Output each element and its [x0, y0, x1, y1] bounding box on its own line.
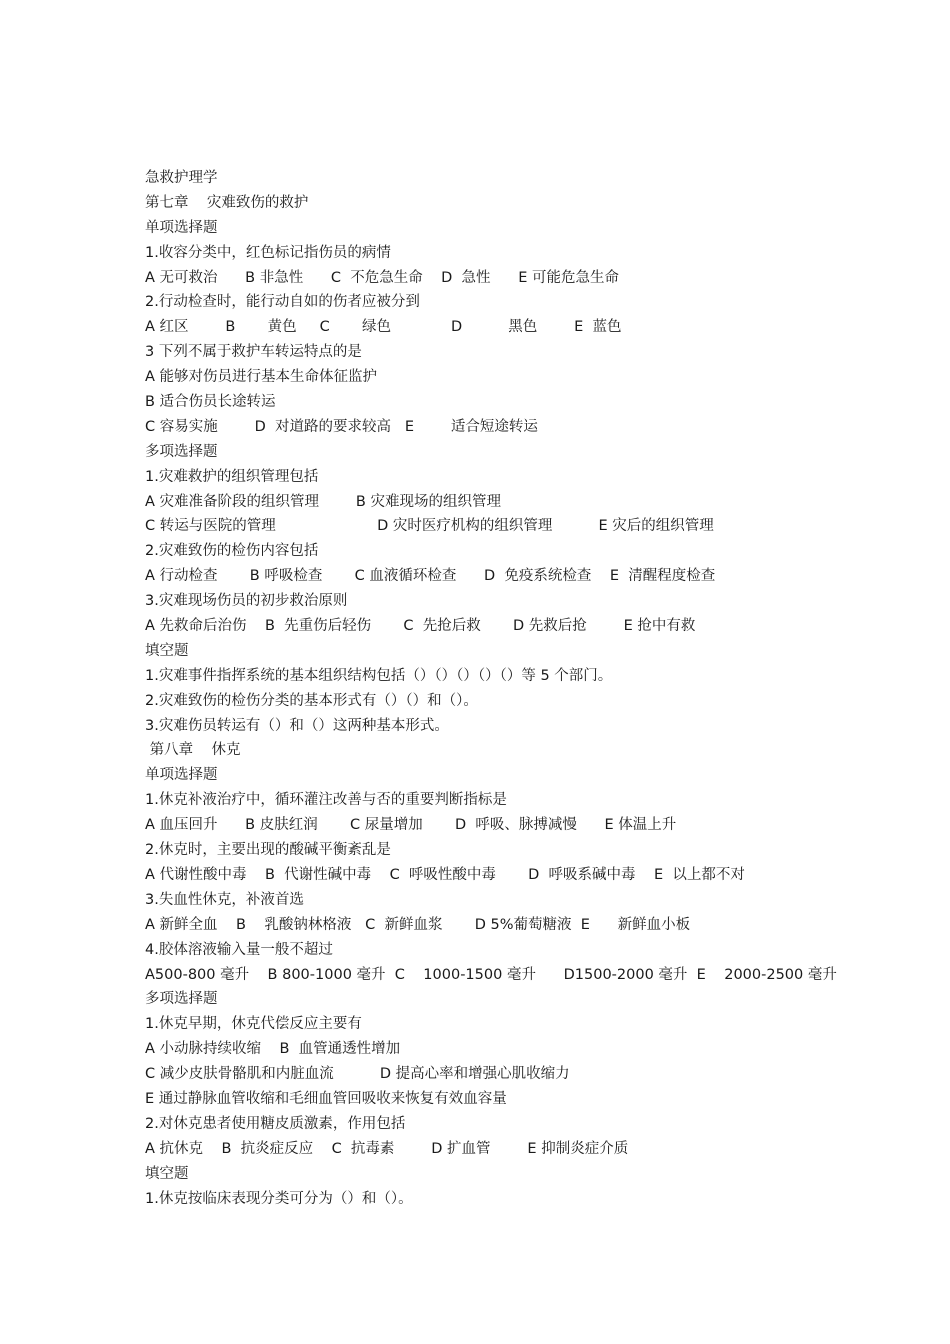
question-text: 3 下列不属于救护车转运特点的是 [145, 344, 362, 361]
question-text: 3.灾难现场伤员的初步救治原则 [145, 593, 348, 610]
question-options: A 能够对伤员进行基本生命体征监护 [145, 369, 378, 386]
question-text: 1.休克补液治疗中，循环灌注改善与否的重要判断指标是 [145, 792, 507, 809]
question-options: C 转运与医院的管理 D 灾时医疗机构的组织管理 E 灾后的组织管理 [145, 518, 714, 535]
section-heading: 多项选择题 [145, 443, 218, 460]
question-options: A 红区 B 黄色 C 绿色 D 黑色 E 蓝色 [145, 319, 622, 336]
question-text: 1.休克按临床表现分类可分为（）和（）。 [145, 1190, 413, 1207]
question-text: 2.灾难致伤的检伤内容包括 [145, 543, 319, 560]
question-options: A 代谢性酸中毒 B 代谢性碱中毒 C 呼吸性酸中毒 D 呼吸系碱中毒 E 以上都不对 [145, 866, 745, 883]
chapter-heading: 第七章 灾难致伤的救护 [145, 194, 309, 211]
question-options: A 先救命后治伤 B 先重伤后轻伤 C 先抢后救 D 先救后抢 E 抢中有救 [145, 618, 696, 635]
section-heading: 填空题 [145, 642, 189, 659]
question-options: A 无可救治 B 非急性 C 不危急生命 D 急性 E 可能危急生命 [145, 269, 619, 286]
section-heading: 单项选择题 [145, 219, 218, 236]
question-text: 4.胶体溶液输入量一般不超过 [145, 941, 333, 958]
section-heading: 填空题 [145, 1165, 189, 1182]
question-options: A 灾难准备阶段的组织管理 B 灾难现场的组织管理 [145, 493, 501, 510]
question-options: E 通过静脉血管收缩和毛细血管回吸收来恢复有效血容量 [145, 1090, 507, 1107]
question-text: 1.灾难事件指挥系统的基本组织结构包括（）（）（）（）（）等 5 个部门。 [145, 667, 613, 684]
question-options: A 行动检查 B 呼吸检查 C 血液循环检查 D 免疫系统检查 E 清醒程度检查 [145, 568, 716, 585]
question-text: 2.灾难致伤的检伤分类的基本形式有（）（）和（）。 [145, 692, 478, 709]
question-options: B 适合伤员长途转运 [145, 394, 276, 411]
question-options: A 新鲜全血 B 乳酸钠林格液 C 新鲜血浆 D 5%葡萄糖液 E 新鲜血小板 [145, 916, 691, 933]
section-heading: 多项选择题 [145, 991, 218, 1008]
document-title: 急救护理学 [145, 170, 218, 186]
question-text: 2.休克时，主要出现的酸碱平衡紊乱是 [145, 842, 391, 859]
question-options: C 减少皮肤骨骼肌和内脏血流 D 提高心率和增强心肌收缩力 [145, 1066, 570, 1083]
question-text: 1.休克早期，休克代偿反应主要有 [145, 1016, 362, 1033]
chapter-heading: 第八章 休克 [145, 742, 241, 759]
question-options: A 血压回升 B 皮肤红润 C 尿量增加 D 呼吸、脉搏减慢 E 体温上升 [145, 817, 677, 834]
question-options: C 容易实施 D 对道路的要求较高 E 适合短途转运 [145, 418, 538, 435]
question-text: 2.对休克患者使用糖皮质激素，作用包括 [145, 1115, 406, 1132]
document-page [145, 166, 845, 1211]
question-text: 2.行动检查时，能行动自如的伤者应被分到 [145, 294, 420, 311]
question-options: A 抗休克 B 抗炎症反应 C 抗毒素 D 扩血管 E 抑制炎症介质 [145, 1140, 629, 1157]
section-heading: 单项选择题 [145, 767, 218, 784]
question-options: A500-800 毫升 B 800-1000 毫升 C 1000-1500 毫升 D1500-2000 毫升 E 2000-2500 毫升 [145, 966, 837, 983]
question-text: 1.收容分类中，红色标记指伤员的病情 [145, 244, 391, 261]
question-text: 3.失血性休克，补液首选 [145, 891, 304, 908]
question-text: 3.灾难伤员转运有（）和（）这两种基本形式。 [145, 717, 449, 734]
question-options: A 小动脉持续收缩 B 血管通透性增加 [145, 1041, 401, 1058]
question-text: 1.灾难救护的组织管理包括 [145, 468, 319, 485]
